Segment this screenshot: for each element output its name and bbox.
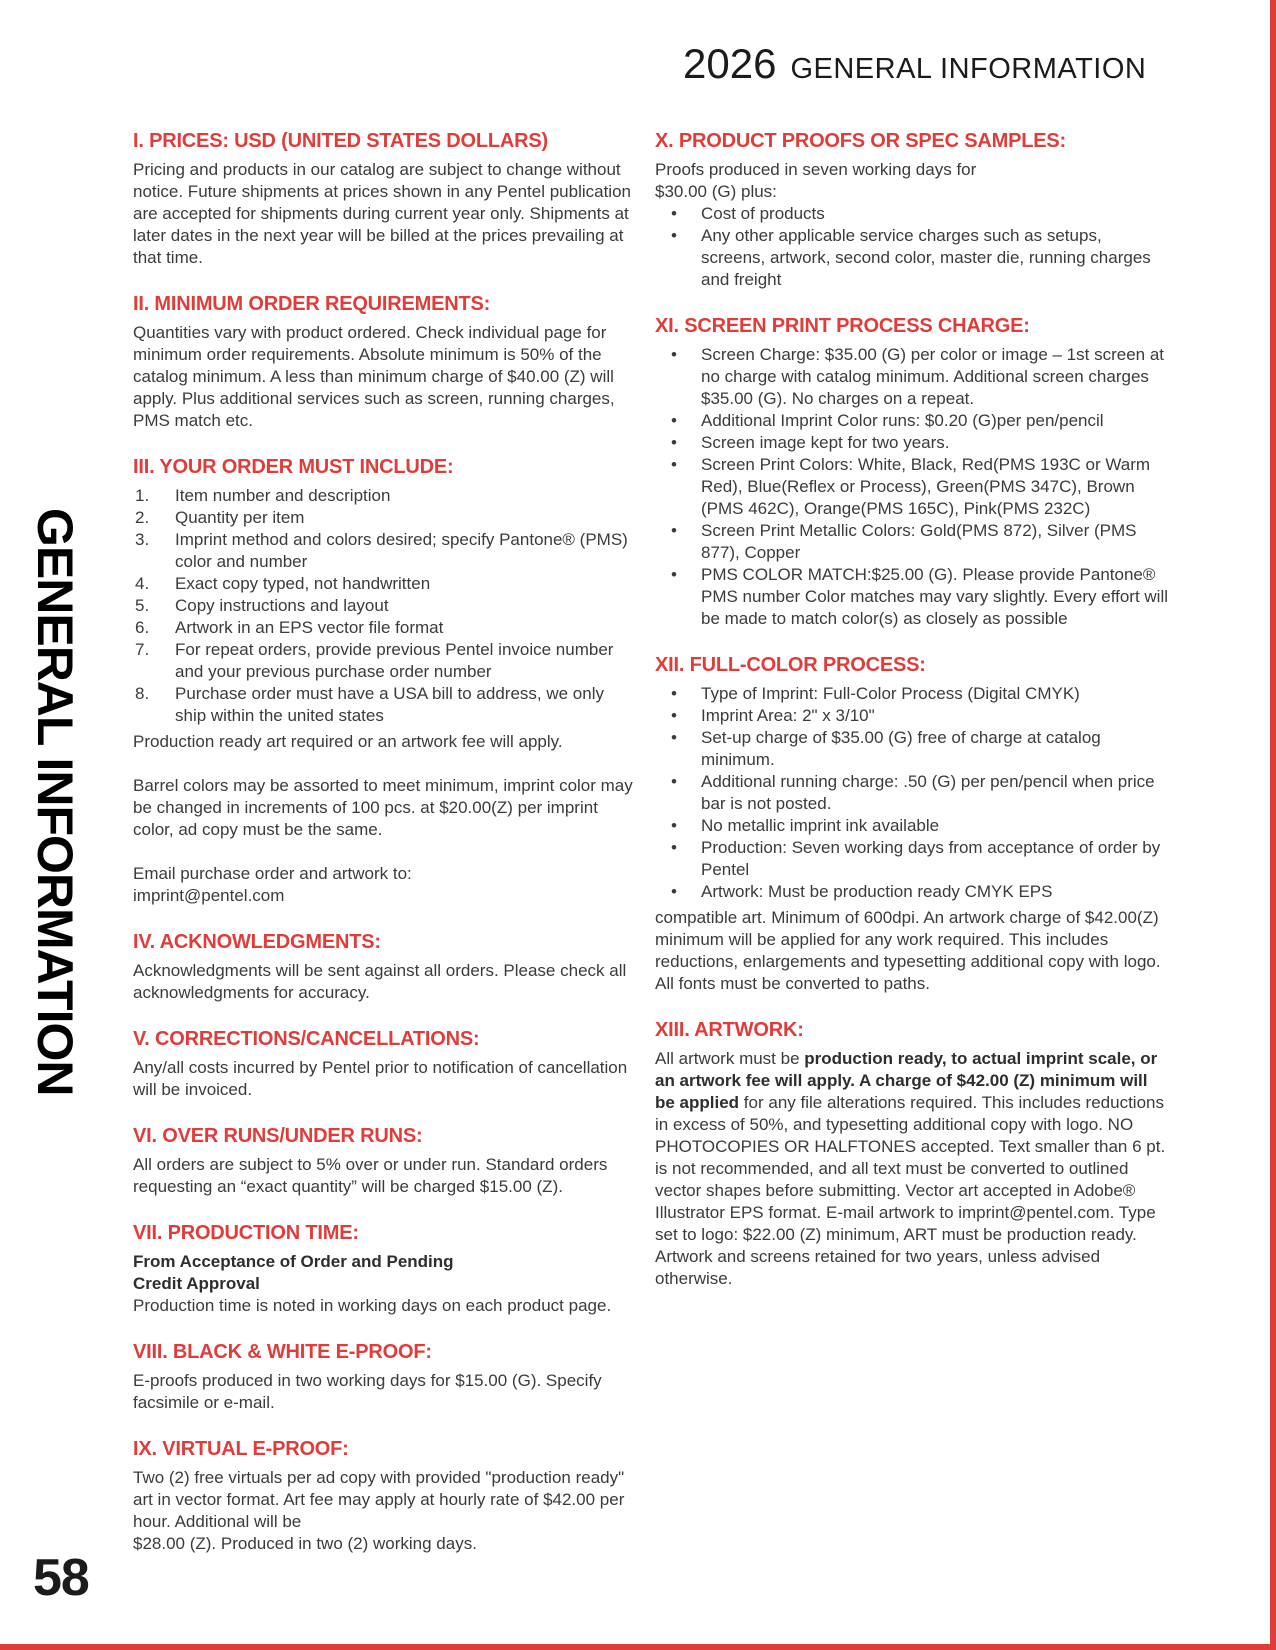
page-edge-accent-bottom — [0, 1644, 1276, 1650]
list-item: • Any other applicable service charges such as setups, screens, artwork, second color, master die, running charges and freight — [655, 225, 1169, 291]
info-section — [133, 1438, 633, 1555]
sidebar-vertical-label: GENERAL INFORMATION — [27, 508, 83, 1096]
list-item: • Artwork: Must be production ready CMYK EPS — [655, 881, 1169, 903]
list-item: • Screen Print Metallic Colors: Gold(PMS 872), Silver (PMS 877), Copper — [655, 520, 1169, 564]
section-heading: XIII. ARTWORK: — [655, 1019, 804, 1041]
info-section — [133, 1341, 633, 1414]
list-item: • Screen image kept for two years. — [655, 432, 1169, 454]
bullet-list — [655, 683, 1169, 903]
section-heading: VII. PRODUCTION TIME: — [133, 1222, 359, 1244]
list-item: • Set-up charge of $35.00 (G) free of charge at catalog minimum. — [655, 727, 1169, 771]
section-paragraph: Email purchase order and artwork to: imprint@pentel.com — [133, 864, 412, 905]
page-edge-accent-right — [1270, 0, 1276, 1650]
section-paragraph: Proofs produced in seven working days for $30.00 (G) plus: — [655, 160, 977, 201]
list-item: • Screen Print Colors: White, Black, Red(PMS 193C or Warm Red), Blue(Reflex or Process), Green(PMS 347C), Brown (PMS 462C), Orange(PMS 165C), Pink(PMS 232C) — [655, 454, 1169, 520]
bullet-list — [655, 203, 1169, 291]
section-heading: VI. OVER RUNS/UNDER RUNS: — [133, 1125, 423, 1147]
info-section — [133, 1028, 633, 1101]
list-item: • Type of Imprint: Full-Color Process (Digital CMYK) — [655, 683, 1169, 705]
info-section — [133, 456, 633, 907]
list-item: • Screen Charge: $35.00 (G) per color or image – 1st screen at no charge with catalog minimum. Additional screen charges $35.00 (G). No charges on a repeat. — [655, 344, 1169, 410]
bold-text-run: Credit Approval — [133, 1274, 260, 1293]
list-item: Quantity per item — [175, 508, 305, 527]
content-columns — [133, 130, 1169, 1577]
section-paragraph: Acknowledgments will be sent against all orders. Please check all acknowledgments for accuracy. — [133, 961, 627, 1002]
info-section — [655, 654, 1169, 995]
section-paragraph: Barrel colors may be assorted to meet minimum, imprint color may be changed in increments of 100 pcs. at $20.00(Z) per imprint color, ad copy must be the same. — [133, 776, 633, 839]
list-item: Imprint method and colors desired; specify Pantone® (PMS) color and number — [175, 530, 628, 571]
list-item: • Additional running charge: .50 (G) per pen/pencil when price bar is not posted. — [655, 771, 1169, 815]
list-item: • Additional Imprint Color runs: $0.20 (G)per pen/pencil — [655, 410, 1169, 432]
section-paragraph: E-proofs produced in two working days for $15.00 (G). Specify facsimile or e-mail. — [133, 1371, 602, 1412]
section-heading: VIII. BLACK & WHITE E-PROOF: — [133, 1341, 432, 1363]
bold-text-run: production ready, to actual imprint scale, or an artwork fee will apply. A charge of $42.00 (Z) minimum will be applied — [655, 1049, 1158, 1112]
page-number: 58 — [33, 1549, 89, 1607]
page-title: GENERAL INFORMATION — [790, 53, 1147, 85]
section-heading: X. PRODUCT PROOFS OR SPEC SAMPLES: — [655, 130, 1067, 152]
section-paragraph: Quantities vary with product ordered. Check individual page for minimum order requirements. Absolute minimum is 50% of the catalog minimum. A less than minimum charge of $40.00 (Z) will apply. Plus additional services such as screen, running charges, PMS match etc. — [133, 323, 615, 430]
right-column — [655, 130, 1169, 1577]
numbered-list — [133, 485, 633, 727]
list-item: Copy instructions and layout — [175, 596, 389, 615]
list-item: Purchase order must have a USA bill to address, we only ship within the united states — [175, 684, 604, 725]
section-paragraph: All artwork must be production ready, to actual imprint scale, or an artwork fee will apply. A charge of $42.00 (Z) minimum will be applied for any file alterations required. This includes reductions in excess of 50%, and typesetting additional copy with logo. NO PHOTOCOPIES OR HALFTONES accepted. Text smaller than 6 pt. is not recommended, and all text must be converted to outlined vector shapes before submitting. Vector art accepted in Adobe® Illustrator EPS format. E-mail artwork to imprint@pentel.com. Type set to logo: $22.00 (Z) minimum, ART must be production ready. Artwork and screens retained for two years, unless advised otherwise. — [655, 1049, 1166, 1288]
section-paragraph: All orders are subject to 5% over or under run. Standard orders requesting an “exact quantity” will be charged $15.00 (Z). — [133, 1155, 608, 1196]
info-section — [655, 315, 1169, 630]
section-paragraph — [133, 1251, 633, 1295]
section-paragraph: Any/all costs incurred by Pentel prior to notification of cancellation will be invoiced. — [133, 1058, 628, 1099]
info-section — [655, 130, 1169, 291]
info-section — [133, 130, 633, 269]
list-item: Artwork in an EPS vector file format — [175, 618, 444, 637]
section-heading: III. YOUR ORDER MUST INCLUDE: — [133, 456, 454, 478]
left-column — [133, 130, 633, 1577]
list-item: • Cost of products — [655, 203, 1169, 225]
info-section — [655, 1019, 1169, 1290]
bold-text-run: From Acceptance of Order and Pending — [133, 1252, 454, 1271]
section-heading: II. MINIMUM ORDER REQUIREMENTS: — [133, 293, 491, 315]
list-item: Exact copy typed, not handwritten — [175, 574, 431, 593]
section-paragraph: compatible art. Minimum of 600dpi. An artwork charge of $42.00(Z) minimum will be applied for any work required. This includes reductions, enlargements and typesetting additional copy with logo. All fonts must be converted to paths. — [655, 908, 1161, 993]
list-item: Item number and description — [175, 486, 391, 505]
section-paragraph: Pricing and products in our catalog are subject to change without notice. Future shipments at prices shown in any Pentel publication are accepted for shipments during current year only. Shipments at later dates in the next year will be billed at the prices prevailing at that time. — [133, 160, 631, 267]
section-heading: IX. VIRTUAL E-PROOF: — [133, 1438, 349, 1460]
section-paragraph: Production time is noted in working days on each product page. — [133, 1296, 612, 1315]
list-item: For repeat orders, provide previous Pentel invoice number and your previous purchase order number — [175, 640, 614, 681]
info-section — [133, 293, 633, 432]
section-heading: XI. SCREEN PRINT PROCESS CHARGE: — [655, 315, 1030, 337]
section-heading: XII. FULL-COLOR PROCESS: — [655, 654, 926, 676]
list-item: • Imprint Area: 2" x 3/10" — [655, 705, 1169, 727]
section-heading: I. PRICES: USD (UNITED STATES DOLLARS) — [133, 130, 548, 152]
page-header — [683, 40, 1146, 88]
info-section — [133, 1222, 633, 1317]
section-heading: IV. ACKNOWLEDGMENTS: — [133, 931, 381, 953]
section-heading: V. CORRECTIONS/CANCELLATIONS: — [133, 1028, 480, 1050]
list-item: • Production: Seven working days from acceptance of order by Pentel — [655, 837, 1169, 881]
list-item: • PMS COLOR MATCH:$25.00 (G). Please provide Pantone® PMS number Color matches may vary slightly. Every effort will be made to match color(s) as closely as possible — [655, 564, 1169, 630]
info-section — [133, 931, 633, 1004]
list-item: • No metallic imprint ink available — [655, 815, 1169, 837]
bullet-list — [655, 344, 1169, 630]
section-paragraph: Two (2) free virtuals per ad copy with provided "production ready" art in vector format. Art fee may apply at hourly rate of $42.00 per hour. Additional will be $28.00 (Z). Produced in two (2) working days. — [133, 1468, 625, 1553]
section-paragraph: Production ready art required or an artwork fee will apply. — [133, 732, 563, 751]
header-year: 2026 — [683, 40, 777, 87]
info-section — [133, 1125, 633, 1198]
